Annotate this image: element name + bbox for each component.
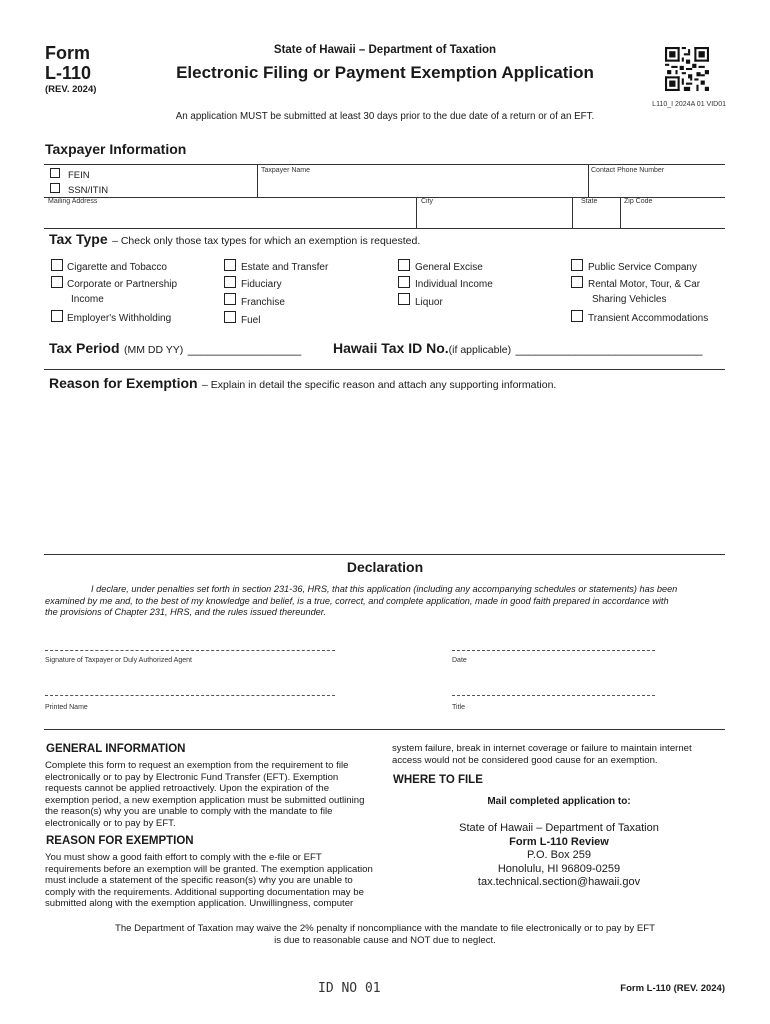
fein-label: FEIN bbox=[68, 170, 90, 181]
tax-type-option: Employer's Withholding bbox=[67, 313, 172, 324]
text-line: Complete this form to request an exemption from the requirement to file bbox=[45, 760, 349, 771]
mail-to-label: Mail completed application to: bbox=[487, 796, 631, 807]
tax-type-option: Cigarette and Tobacco bbox=[67, 262, 167, 273]
tax-type-instruction: – Check only those tax types for which an exemption is requested. bbox=[112, 235, 421, 247]
taxpayer-name-label: Taxpayer Name bbox=[261, 167, 311, 174]
form-footer-revision: Form L-110 (REV. 2024) bbox=[620, 983, 725, 994]
public-service-company-checkbox[interactable] bbox=[571, 259, 583, 271]
state-field[interactable] bbox=[574, 208, 619, 227]
franchise-checkbox[interactable] bbox=[224, 293, 236, 305]
title-label: Title bbox=[452, 704, 465, 711]
declaration-heading: Declaration bbox=[346, 559, 424, 575]
reason-heading: Reason for Exemption bbox=[49, 375, 198, 391]
signature-field[interactable] bbox=[45, 650, 335, 651]
form-code: L110_I 2024A 01 VID01 bbox=[652, 101, 726, 108]
fuel-checkbox[interactable] bbox=[224, 311, 236, 323]
where-to-file-heading: WHERE TO FILE bbox=[393, 774, 483, 786]
zip-code-label: Zip Code bbox=[624, 198, 653, 205]
agency-name: State of Hawaii – Department of Taxation bbox=[273, 44, 497, 56]
printed-name-label: Printed Name bbox=[45, 704, 88, 711]
text-line: exemption period, a new exemption application must be submitted outlining bbox=[45, 794, 365, 806]
reason-info-heading: REASON FOR EXEMPTION bbox=[46, 835, 194, 847]
tax-type-option: Corporate or Partnership bbox=[67, 279, 178, 290]
general-info-heading: GENERAL INFORMATION bbox=[46, 743, 186, 755]
tax-type-option: Fuel bbox=[241, 315, 261, 326]
reason-instruction: – Explain in detail the specific reason and attach any supporting information. bbox=[202, 379, 557, 391]
text-line: electronically or to pay by Electronic Fund Transfer (EFT). Exemption bbox=[45, 771, 339, 783]
liquor-checkbox[interactable] bbox=[398, 293, 410, 305]
tax-type-option: Fiduciary bbox=[241, 279, 282, 290]
tax-period-format: (MM DD YY) bbox=[124, 344, 184, 356]
form-number: L-110 bbox=[45, 63, 92, 83]
ssn-itin-label: SSN/ITIN bbox=[68, 185, 109, 196]
text-line: comply with the requirements. Additional supporting documentation may be bbox=[45, 886, 364, 898]
city-field[interactable] bbox=[418, 208, 570, 227]
state-label: State bbox=[581, 198, 598, 205]
date-label: Date bbox=[452, 657, 467, 664]
tax-type-option-continuation: Income bbox=[71, 294, 104, 305]
contact-email: tax.technical.section@hawaii.gov bbox=[477, 876, 641, 888]
filing-notice: An application MUST be submitted at least 30 days prior to the due date of a return or of an EFT. bbox=[175, 111, 595, 122]
fein-checkbox[interactable] bbox=[50, 168, 60, 178]
city-label: City bbox=[421, 198, 434, 205]
cigarette-tobacco-checkbox[interactable] bbox=[51, 259, 63, 271]
printed-name-field[interactable] bbox=[45, 695, 335, 696]
text-line: system failure, break in internet coverage or failure to maintain internet bbox=[392, 743, 692, 754]
hawaii-tax-id-row bbox=[333, 340, 702, 358]
qr-code-icon bbox=[665, 47, 709, 91]
estate-transfer-checkbox[interactable] bbox=[224, 259, 236, 271]
general-info-text bbox=[45, 760, 378, 830]
hawaii-tax-id-note: (if applicable) bbox=[448, 344, 512, 356]
employers-withholding-checkbox[interactable] bbox=[51, 310, 63, 322]
tax-type-option: Transient Accommodations bbox=[588, 313, 709, 324]
tax-period-label: Tax Period bbox=[49, 340, 120, 356]
text-line: access would not be considered good cause for an exemption. bbox=[392, 754, 658, 766]
text-line: You must show a good faith effort to comply with the e-file or EFT bbox=[45, 852, 322, 863]
reason-text-area[interactable] bbox=[46, 395, 724, 551]
continued-text bbox=[392, 743, 726, 766]
title-field[interactable] bbox=[452, 695, 655, 696]
text-line: must include a statement of the specific reason(s) why you are unable to bbox=[45, 875, 353, 887]
form-title: Electronic Filing or Payment Exemption Application bbox=[176, 63, 594, 82]
address-form-line: Form L-110 Review bbox=[509, 835, 609, 848]
tax-type-option: Estate and Transfer bbox=[241, 262, 329, 273]
penalty-line: is due to reasonable cause and NOT due to neglect. bbox=[274, 935, 496, 946]
hawaii-tax-id-field[interactable]: ____________________________ bbox=[515, 342, 703, 356]
fiduciary-checkbox[interactable] bbox=[224, 276, 236, 288]
ssn-itin-checkbox[interactable] bbox=[50, 183, 60, 193]
rental-motor-tour-car-checkbox[interactable] bbox=[571, 276, 583, 288]
address-agency: State of Hawaii – Department of Taxation bbox=[459, 822, 659, 834]
corporate-partnership-income-checkbox[interactable] bbox=[51, 276, 63, 288]
mailing-address-field[interactable] bbox=[46, 208, 414, 227]
general-excise-checkbox[interactable] bbox=[398, 259, 410, 271]
tax-type-option: Liquor bbox=[415, 297, 443, 308]
id-number: ID NO 01 bbox=[318, 981, 381, 996]
taxpayer-heading: Taxpayer Information bbox=[45, 141, 187, 157]
hawaii-tax-id-label: Hawaii Tax ID No. bbox=[333, 340, 449, 356]
mailing-address-label: Mailing Address bbox=[48, 198, 98, 205]
penalty-waiver-note bbox=[0, 923, 770, 947]
zip-code-field[interactable] bbox=[622, 208, 724, 227]
declaration-line: I declare, under penalties set forth in section 231-36, HRS, that this application (including any accompanying schedules or statements) has been bbox=[91, 584, 678, 594]
mailing-address-block bbox=[392, 822, 726, 890]
text-line: requirements before an exemption will be granted. The exemption application bbox=[45, 863, 373, 875]
form-word: Form bbox=[45, 43, 90, 63]
date-field[interactable] bbox=[452, 650, 655, 651]
declaration-text bbox=[45, 584, 726, 619]
text-line: electronically or to pay by EFT. bbox=[45, 817, 176, 829]
reason-header bbox=[49, 375, 556, 393]
tax-type-option: Individual Income bbox=[415, 279, 493, 290]
signature-label: Signature of Taxpayer or Duly Authorized Agent bbox=[45, 657, 192, 664]
tax-type-header bbox=[49, 231, 420, 249]
text-line: the reason(s) why you are unable to comply with the mandate to file bbox=[45, 806, 333, 818]
declaration-line: the provisions of Chapter 231, HRS, and the rules issued thereunder. bbox=[45, 607, 327, 617]
contact-phone-field[interactable] bbox=[590, 178, 724, 196]
text-line: requests cannot be applied retroactively. Upon the expiration of the bbox=[45, 783, 330, 795]
taxpayer-name-field[interactable] bbox=[259, 178, 585, 196]
tax-type-option: Franchise bbox=[241, 297, 285, 308]
tax-type-option: Public Service Company bbox=[588, 262, 697, 273]
reason-info-text bbox=[45, 852, 378, 910]
tax-period-field[interactable]: _________________ bbox=[187, 342, 302, 356]
tax-type-heading: Tax Type bbox=[49, 231, 108, 247]
address-po-box: P.O. Box 259 bbox=[526, 849, 591, 861]
transient-accommodations-checkbox[interactable] bbox=[571, 310, 583, 322]
tax-period-row bbox=[49, 340, 301, 358]
address-city: Honolulu, HI 96809-0259 bbox=[497, 862, 621, 875]
form-revision: (REV. 2024) bbox=[45, 84, 97, 95]
individual-income-checkbox[interactable] bbox=[398, 276, 410, 288]
text-line: submitted along with the exemption application. Unwillingness, computer bbox=[45, 898, 354, 910]
tax-type-option: Rental Motor, Tour, & Car bbox=[588, 279, 701, 290]
tax-type-option: General Excise bbox=[415, 262, 483, 273]
tax-type-option-continuation: Sharing Vehicles bbox=[592, 294, 667, 305]
contact-phone-label: Contact Phone Number bbox=[591, 167, 665, 174]
declaration-line: examined by me and, to the best of my knowledge and belief, is a true, correct, and complete application, made in good faith prepared in accordance with bbox=[45, 595, 669, 606]
penalty-line: The Department of Taxation may waive the 2% penalty if noncompliance with the mandate to file electronically or to pay by EFT bbox=[114, 923, 655, 934]
